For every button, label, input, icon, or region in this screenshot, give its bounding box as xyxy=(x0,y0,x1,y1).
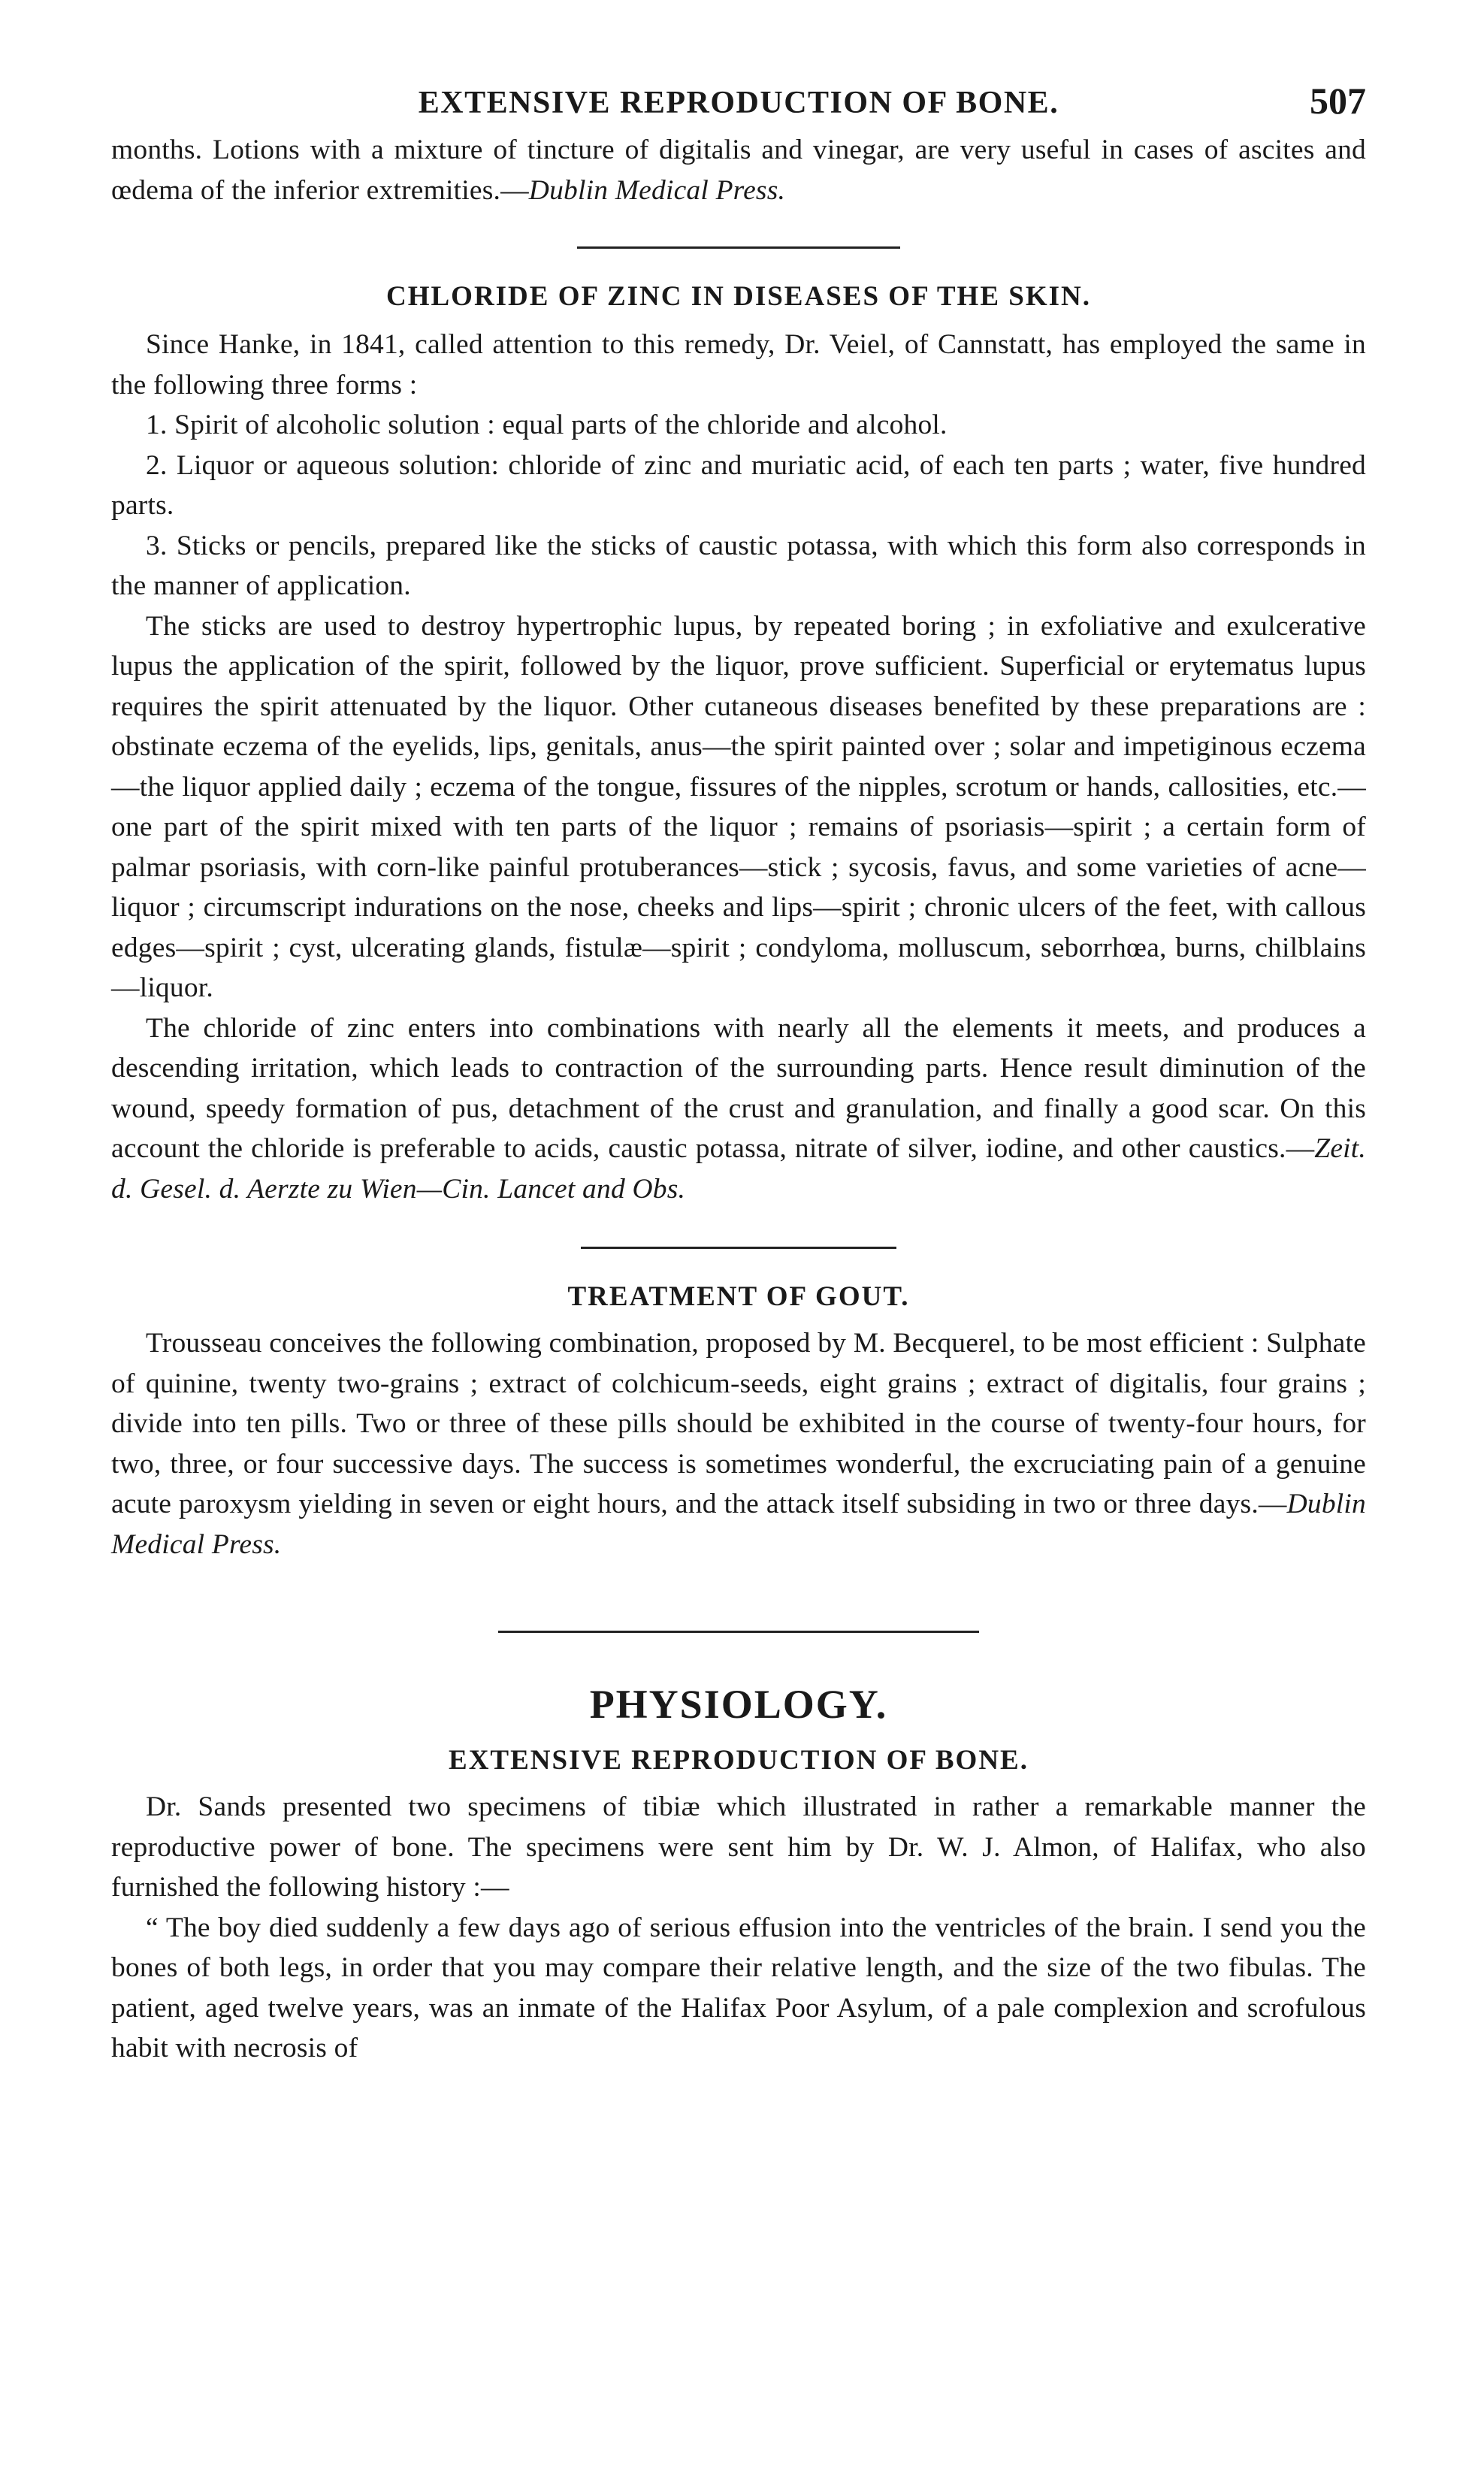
running-head: EXTENSIVE REPRODUCTION OF BONE. xyxy=(418,86,1059,120)
bone-paragraph-intro: Dr. Sands presented two specimens of tibiæ which illustrated in rather a remarkable manner the reproductive power of bone. The specimens were sent him by Dr. W. J. Almon, of Halifax, who also furnished the following history :— xyxy=(111,1791,1366,1903)
intro-text: months. Lotions with a mixture of tincture of digitalis and vinegar, are very useful in cases of ascites and œdema of the inferior extremities.— xyxy=(111,135,1366,206)
zinc-list-item-2: 2. Liquor or aqueous solution: chloride of zinc and muriatic acid, of each ten parts ; water, five hundred parts. xyxy=(111,449,1366,521)
page-number: 507 xyxy=(1310,80,1366,122)
intro-source: Dublin Medical Press. xyxy=(528,174,786,206)
zinc-paragraph-action xyxy=(111,1008,1366,1210)
intro-paragraph xyxy=(111,130,1366,210)
zinc-list-item-1: 1. Spirit of alcoholic solution : equal parts of the chloride and alcohol. xyxy=(146,410,948,440)
gout-text: Trousseau conceives the following combination, proposed by M. Becquerel, to be most efficient : Sulphate of quinine, twenty two-grains ; extract of colchicum-seeds, eight grains ; extract of digitalis, four grains ; divide into ten pills. Two or three of these pills should be exhibited in the course of twenty-four hours, for two, three, or four successive days. The success is sometimes wonderful, the excruciating pain of a genuine acute paroxysm yielding in seven or eight hours, and the attack itself subsiding in two or three days.— xyxy=(111,1328,1366,1519)
section-title-gout: TREATMENT OF GOUT. xyxy=(567,1281,910,1312)
gout-paragraph xyxy=(111,1323,1366,1565)
section-title-bone: EXTENSIVE REPRODUCTION OF BONE. xyxy=(449,1745,1029,1776)
document-page xyxy=(111,71,1366,2069)
section-title-zinc: CHLORIDE OF ZINC IN DISEASES OF THE SKIN. xyxy=(385,281,1091,312)
major-section-title: PHYSIOLOGY. xyxy=(589,1682,888,1727)
bone-paragraph-history: “ The boy died suddenly a few days ago of serious effusion into the ventricles of the brain. I send you the bones of both legs, in order that you may compare their relative length, and the size of the two fibulas. The patient, aged twelve years, was an inmate of the Halifax Poor Asylum, of a pale complexion and scrofulous habit with necrosis of xyxy=(111,1912,1366,2063)
zinc-action-text: The chloride of zinc enters into combinations with nearly all the elements it meets, and produces a descending irritation, which leads to contraction of the surrounding parts. Hence result diminution of the wound, speedy formation of pus, detachment of the crust and granulation, and finally a good scar. On this account the chloride is preferable to acids, caustic potassa, nitrate of silver, iodine, and other caustics.— xyxy=(111,1012,1366,1164)
gout-source: Dublin Medical Press. xyxy=(111,1489,1366,1560)
zinc-list-item-3: 3. Sticks or pencils, prepared like the sticks of caustic potassa, with which this form also corresponds in the manner of application. xyxy=(111,530,1366,601)
zinc-source: Zeit. d. Gesel. d. Aerzte zu Wien—Cin. Lancet and Obs. xyxy=(111,1133,1366,1205)
zinc-paragraph-uses: The sticks are used to destroy hypertrophic lupus, by repeated boring ; in exfoliative and exulcerative lupus the application of the spirit, followed by the liquor, prove sufficient. Superficial or erytematus lupus requires the spirit attenuated by the liquor. Other cutaneous diseases benefited by these preparations are : obstinate eczema of the eyelids, lips, genitals, anus—the spirit painted over ; solar and impetiginous eczema—the liquor applied daily ; eczema of the tongue, fissures of the nipples, scrotum or hands, callosities, etc.—one part of the spirit mixed with ten parts of the liquor ; remains of psoriasis—spirit ; a certain form of palmar psoriasis, with corn-like painful protuberances—stick ; sycosis, favus, and some varieties of acne—liquor ; circumscript indurations on the nose, cheeks and lips—spirit ; chronic ulcers of the feet, with callous edges—spirit ; cyst, ulcerating glands, fistulæ—spirit ; condyloma, molluscum, seborrhœa, burns, chilblains—liquor. xyxy=(111,610,1366,1003)
page-header xyxy=(111,71,1366,124)
zinc-paragraph-intro: Since Hanke, in 1841, called attention to this remedy, Dr. Veiel, of Cannstatt, has employed the same in the following three forms : xyxy=(111,329,1366,401)
